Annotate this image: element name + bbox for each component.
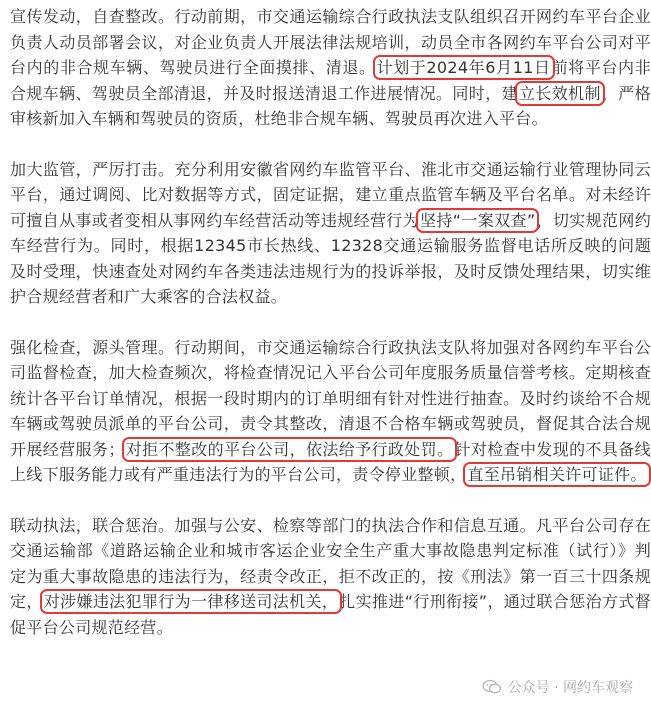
p2-seg-0: 加大监管，严厉打击。充分利用安徽省网约车监管平台、淮北市交通运输行业管理协同云平台，通过调阅、比对数据等方式，固定证据，建立重点监管车辆及平台名单。对未经许可擅自从事或者变相从事网约车经营活动等违规经营行为: [10, 159, 651, 230]
p1-seg-4: ，严格审核新加入车辆和驾驶员的资质，杜绝非合规车辆、驾驶员再次进入平台。: [10, 83, 651, 128]
paragraph-4: [10, 513, 651, 641]
p3-seg-0: 强化检查，源头管理。行动期间，市交通运输综合行政执法支队将加强对各网约车平台公司监督检查，加大检查频次，将检查情况记入平台公司年度服务质量信誉考核。定期核查统计各平台订单情况，根据一段时期内的订单明细有针对性进行抽查。及时约谈给不合规车辆或驾驶员派单的平台公司，责令其整改，清退不合格车辆或驾驶员，督促其合法合规开展经营服务；: [10, 337, 651, 459]
p3-highlight-revoke: 直至吊销相关许可证件。: [467, 465, 647, 484]
watermark: [482, 677, 633, 697]
p4-highlight-judicial: 对涉嫌违法犯罪行为一律移送司法机关，: [43, 592, 339, 611]
p2-seg-2: ，切实规范网约车经营行为。同时，根据12345市长热线、12328交通运输服务监督电话所反映的问题及时受理，快速查处对网约车各类违法违规行为的投诉举报，及时反馈处理结果，切实维护合规经营者和广大乘客的合法权益。: [10, 210, 651, 306]
p3-highlight-penalty: 对拒不整改的平台公司，依法给予行政处罚。: [125, 439, 454, 459]
watermark-text: 公众号 · 网约车观察: [507, 680, 633, 696]
p1-highlight-mechanism: 立长效机制: [518, 83, 601, 103]
p4-seg-0: 联动执法，联合惩治。加强与公安、检察等部门的执法合作和信息互通。凡平台公司存在交通运输部《道路运输企业和城市客运企业安全生产重大事故隐患判定标准（试行）》判定为重大事故隐患的违法行为，经责令改正，拒不改正的，按《刑法》第一百三十四条规定，: [10, 515, 651, 611]
paragraph-3: [10, 335, 651, 488]
paragraph-2: [10, 157, 651, 310]
paragraph-1: [10, 0, 651, 132]
p1-seg-0: 宣传发动，自查整改。行动前期，市交通运输综合行政执法支队组织召开网约车平台企业负责人动员部署会议，对企业负责人开展法律法规培训，动员全市各网约车平台公司对平台内的非合规车辆、驾驶员进行全面摸排、清退。: [10, 7, 651, 77]
p1-highlight-deadline: 计划于2024年6月11日: [376, 58, 551, 77]
p4-seg-2: 扎实推进“行刑衔接”，通过联合惩治方式督促平台公司规范经营。: [10, 592, 651, 637]
p3-seg-2: 针对检查中发现的不具备线上线下服务能力或有严重违法行为的平台公司，责令停业整顿，: [10, 439, 651, 484]
wechat-icon: [482, 679, 502, 695]
p1-seg-2: 前将平台内非合规车辆、驾驶员全部清退，并及时报送清退工作进展情况。同时，建: [10, 58, 651, 103]
p2-highlight-one-case-two-checks: 坚持“一案双查”: [420, 210, 536, 230]
